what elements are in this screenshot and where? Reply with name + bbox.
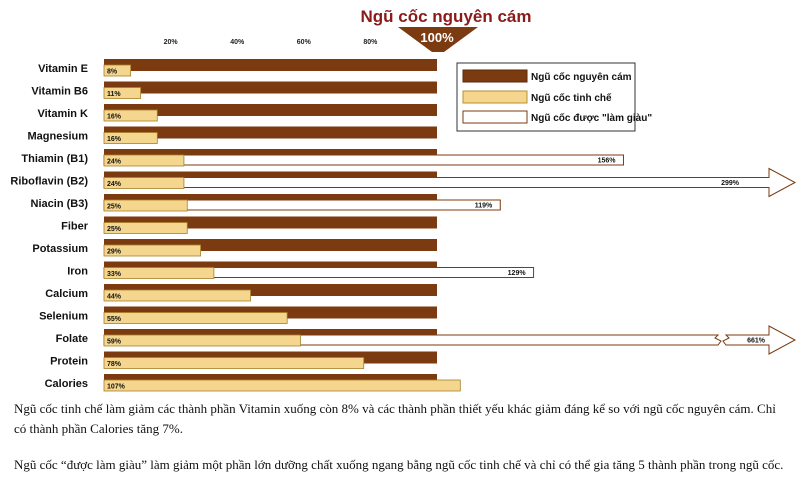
enriched-value-label: 156% (597, 157, 616, 165)
legend-label-whole-grain: Ngũ cốc nguyên cám (531, 72, 632, 83)
row-fiber (61, 217, 437, 234)
x-tick-label: 40% (230, 39, 245, 46)
legend (457, 63, 652, 131)
x-tick-label: 20% (163, 39, 178, 46)
category-label: Calcium (45, 288, 88, 300)
refined-value-label: 33% (107, 271, 122, 278)
category-label: Calories (44, 378, 88, 390)
refined-value-label: 24% (107, 181, 122, 188)
legend-swatch-refined (463, 91, 527, 103)
refined-value-label: 59% (107, 338, 122, 346)
refined-value-label: 16% (107, 113, 122, 121)
refined-bar (104, 313, 287, 324)
whole-grain-bar (104, 82, 437, 94)
category-label: Fiber (61, 220, 88, 233)
row-folate (56, 326, 795, 354)
refined-bar (104, 380, 460, 391)
refined-bar (104, 290, 251, 301)
category-label: Selenium (39, 310, 88, 323)
category-label: Niacin (B3) (30, 198, 88, 210)
legend-label-refined: Ngũ cốc tinh chế (531, 93, 612, 104)
refined-value-label: 29% (107, 248, 122, 256)
refined-value-label: 16% (107, 136, 122, 143)
category-label: Thiamin (B1) (21, 153, 88, 165)
enriched-value-label: 299% (721, 180, 739, 187)
category-label: Iron (67, 265, 88, 278)
row-iron (67, 262, 533, 279)
refined-value-label: 11% (107, 91, 121, 98)
refined-value-label: 107% (107, 383, 125, 391)
category-label: Magnesium (27, 130, 88, 143)
whole-grain-bar (104, 59, 437, 71)
row-magnesium (27, 127, 437, 144)
refined-value-label: 44% (107, 293, 122, 301)
x-tick-label: 80% (363, 39, 378, 46)
legend-swatch-enriched (463, 111, 527, 123)
row-vitamin-e (38, 59, 437, 76)
chart-title: Ngũ cốc nguyên cám (360, 7, 532, 26)
enriched-value-label: 119% (474, 202, 493, 210)
row-potassium (32, 239, 437, 256)
row-protein (50, 352, 437, 369)
category-label: Vitamin E (38, 63, 88, 75)
legend-swatch-whole-grain (463, 70, 527, 82)
category-label: Vitamin K (37, 108, 88, 120)
refined-bar (104, 335, 300, 346)
legend-label-enriched: Ngũ cốc được "làm giàu" (531, 113, 653, 124)
row-vitamin-k (37, 104, 437, 121)
enriched-value-label: 661% (747, 337, 765, 345)
caption-enriched-grains: Ngũ cốc “được làm giàu” làm giảm một phần lớn dưỡng chất xuống ngang bằng ngũ cốc tinh chế và chỉ có thể gia tăng 5 thành phần trong ngũ cốc. (14, 457, 784, 472)
refined-value-label: 78% (107, 361, 122, 368)
category-label: Riboflavin (B2) (10, 175, 88, 188)
category-label: Protein (50, 355, 88, 368)
row-calories (45, 374, 461, 391)
category-label: Vitamin B6 (31, 85, 88, 98)
enriched-value-label: 129% (507, 270, 526, 277)
refined-bar (104, 358, 364, 369)
refined-value-label: 25% (107, 203, 122, 211)
row-niacin-b3 (31, 194, 501, 211)
category-label: Potassium (32, 243, 88, 255)
row-riboflavin-b2 (10, 169, 795, 197)
refined-value-label: 25% (107, 226, 122, 233)
category-label: Folate (55, 333, 88, 345)
row-vitamin-b6 (31, 82, 437, 99)
row-thiamin-b1 (21, 149, 623, 166)
caption-refined-grains: Ngũ cốc tinh chế làm giảm các thành phần Vitamin xuống còn 8% và các thành phần thiết yếu khác giảm đáng kể so với ngũ cốc nguyên cám. Chỉ có thành phần Calories tăng 7%. (14, 401, 776, 436)
refined-value-label: 55% (107, 316, 122, 323)
x-axis-ticks (164, 39, 379, 46)
refined-value-label: 8% (107, 68, 118, 76)
x-tick-label: 60% (296, 39, 311, 46)
hundred-percent-label: 100% (420, 30, 454, 45)
row-calcium (45, 284, 437, 301)
hundred-percent-marker (398, 27, 478, 52)
refined-value-label: 24% (107, 158, 122, 166)
row-selenium (39, 307, 437, 324)
bars-area (10, 59, 795, 391)
